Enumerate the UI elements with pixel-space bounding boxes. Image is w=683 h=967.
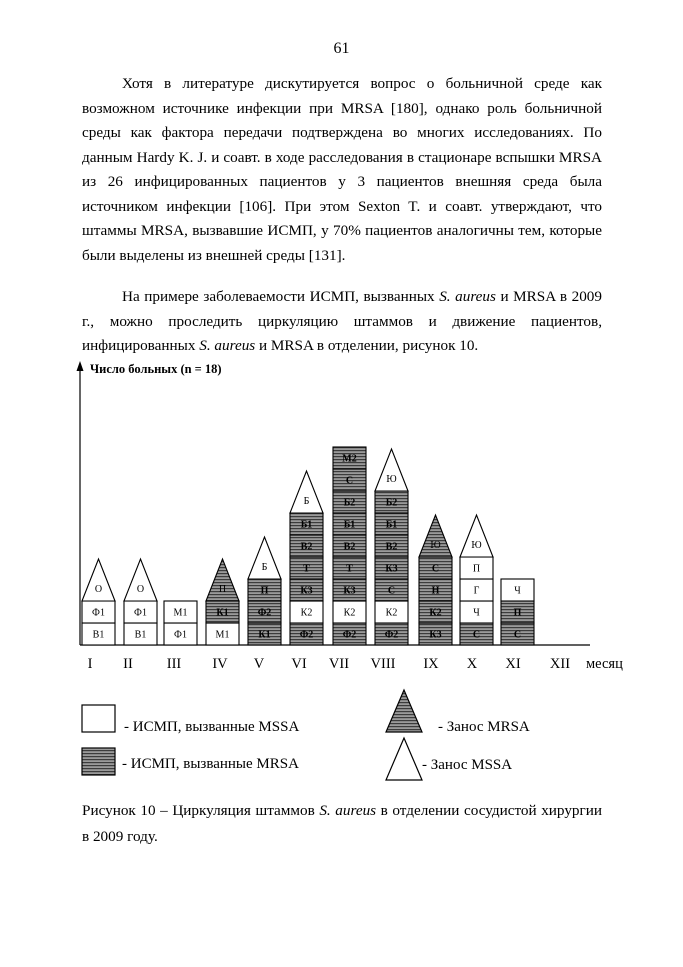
month-tick-I: I	[87, 656, 93, 672]
page-number: 61	[333, 40, 350, 57]
import-label: О	[94, 584, 103, 595]
month-tick-VI: VI	[291, 656, 307, 672]
case-label: К1	[258, 629, 271, 641]
legend-mssa-import-label: - Занос MSSA	[422, 757, 513, 773]
case-label: Ч	[514, 585, 521, 597]
case-label: Б2	[343, 497, 356, 509]
legend	[82, 690, 530, 780]
case-label: В2	[300, 541, 313, 553]
month-tick-III: III	[166, 656, 182, 672]
y-axis-label: Число больных (n = 18)	[90, 362, 222, 376]
month-column-VI	[290, 471, 323, 645]
month-tick-IX: IX	[423, 656, 439, 672]
case-label: Т	[346, 563, 353, 575]
case-label: Б1	[343, 519, 356, 531]
import-label: Ю	[386, 474, 397, 485]
case-label: Ф1	[134, 607, 147, 619]
month-column-VII	[333, 447, 366, 645]
y-axis-arrow	[77, 361, 84, 371]
figure-caption	[82, 798, 602, 850]
import-label: Б	[261, 562, 268, 573]
case-label: П	[472, 563, 481, 575]
month-tick-VII: VII	[328, 656, 350, 672]
case-label: Ф1	[174, 629, 187, 641]
case-label: Ч	[473, 607, 480, 619]
legend-mrsa-import-label: - Занос MRSA	[438, 719, 530, 735]
case-label: Б1	[300, 519, 313, 531]
case-label: П	[513, 607, 522, 619]
case-label: В2	[385, 541, 398, 553]
paragraph-2	[82, 285, 602, 359]
case-label: Б1	[385, 519, 398, 531]
caption-part-1: Рисунок 10 – Циркуляция штаммов	[82, 802, 320, 819]
case-label: П	[260, 585, 269, 597]
case-label: Т	[303, 563, 310, 575]
month-column-X	[460, 515, 493, 645]
legend-mrsa-import-triangle	[386, 690, 422, 732]
month-tick-labels	[88, 656, 571, 672]
month-column-VIII	[375, 449, 408, 645]
month-tick-XII: XII	[549, 656, 571, 672]
case-label: В1	[92, 629, 105, 641]
case-label: М1	[215, 629, 230, 641]
month-column-IX	[419, 515, 452, 645]
case-label: К2	[300, 607, 313, 619]
case-label: В1	[134, 629, 147, 641]
case-label: М2	[342, 453, 357, 465]
case-label: С	[472, 629, 481, 641]
legend-mssa-swatch	[82, 705, 115, 732]
case-label: К3	[385, 563, 398, 575]
import-label: Б	[303, 496, 310, 507]
legend-mssa-label: - ИСМП, вызванные MSSA	[124, 719, 300, 735]
paragraph-2-part-3: и MRSA в отделении, рисунок 10.	[255, 337, 479, 354]
case-label: К3	[429, 629, 442, 641]
case-label: Ф1	[92, 607, 105, 619]
case-label: С	[431, 563, 440, 575]
paragraph-1: Хотя в литературе дискутируется вопрос о больничной среде как возможном источнике инфекции при MRSA [180], однако роль больничной среды как фактора передачи подтверждена во многих исследованиях. По данным Hardy K. J. и соавт. в ходе расследования в стационаре вспышки MRSA из 26 инфицированных пациентов у 3 пациентов внешняя среда была источником инфекции [106]. При этом Sexton T. и соавт. утверждают, что штаммы MRSA, вызвавшие ИСМП, у 70% пациентов аналогичны тем, которые были выделены из внешней среды [131].	[82, 75, 602, 264]
month-column-III	[164, 601, 197, 645]
case-label: К2	[429, 607, 442, 619]
legend-mrsa-swatch	[82, 748, 115, 775]
case-label: Г	[473, 585, 480, 597]
case-label: С	[513, 629, 522, 641]
case-label: Ф2	[299, 629, 314, 641]
case-label: В2	[343, 541, 356, 553]
case-label: К2	[385, 607, 398, 619]
month-column-IV	[206, 559, 239, 645]
case-label: Ф2	[257, 607, 272, 619]
month-column-I	[82, 559, 115, 645]
case-label: М1	[173, 607, 188, 619]
paragraph-2-italic-1: S. aureus	[439, 288, 496, 305]
month-tick-VIII: VIII	[370, 656, 396, 672]
case-label: Ф2	[342, 629, 357, 641]
month-tick-IV: IV	[212, 656, 228, 672]
caption-italic: S. aureus	[319, 802, 377, 819]
case-label: К3	[300, 585, 313, 597]
case-label: Ф2	[384, 629, 399, 641]
month-column-II	[124, 559, 157, 645]
month-tick-V: V	[253, 656, 265, 672]
case-label: Б2	[385, 497, 398, 509]
paragraph-2-italic-2: S. aureus	[199, 337, 256, 354]
month-tick-II: II	[123, 656, 133, 672]
paragraph-2-part-2: и MRSA в 2009 г., можно проследить циркуляцию штаммов и движение пациентов, инфицированных	[82, 288, 602, 354]
strain-circulation-chart	[0, 350, 683, 790]
legend-mssa-import-triangle	[386, 738, 422, 780]
case-label: Н	[431, 585, 440, 597]
case-label: К1	[216, 607, 229, 619]
case-label: С	[387, 585, 396, 597]
paragraph-2-part-1: На примере заболеваемости ИСМП, вызванных	[122, 288, 440, 305]
month-tick-X: X	[466, 656, 478, 672]
case-label: К2	[343, 607, 356, 619]
case-label: С	[345, 475, 354, 487]
import-label: П	[218, 584, 227, 595]
case-label: К3	[343, 585, 356, 597]
month-column-XI	[501, 579, 534, 645]
month-columns	[82, 447, 534, 645]
legend-mrsa-label: - ИСМП, вызванные MRSA	[122, 756, 299, 772]
x-axis-label: месяц	[586, 656, 623, 672]
import-label: Ю	[430, 540, 441, 551]
import-label: Ю	[471, 540, 482, 551]
import-label: О	[136, 584, 145, 595]
caption-part-2: в отделении сосудистой хирургии в 2009 году.	[82, 802, 603, 845]
month-column-V	[248, 537, 281, 645]
month-tick-XI: XI	[505, 656, 521, 672]
